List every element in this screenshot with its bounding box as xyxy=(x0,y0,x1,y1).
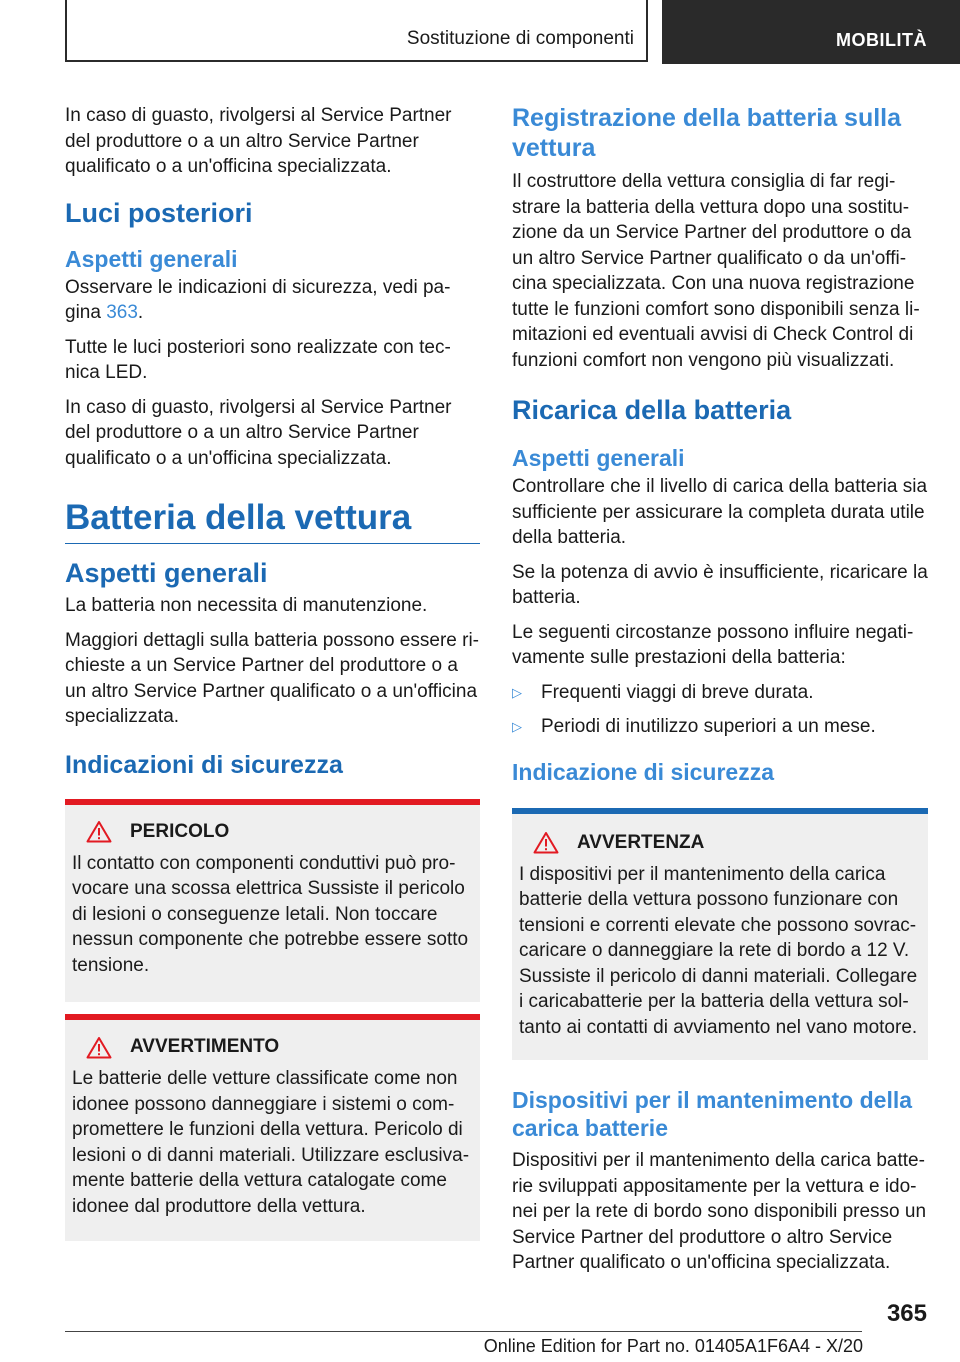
warning-box xyxy=(65,1014,480,1241)
warning-text: Le batterie delle vetture classificate come non idonee possono danneggiare i sistemi o com-promettere le funzioni della vettura. Pericolo di lesioni o di danni materiali. Utilizzare esclusiva-mente batterie della vettura catalogate come idonee dal produttore della vettura. xyxy=(72,1068,470,1217)
caution-label: AVVERTENZA xyxy=(577,831,705,853)
subheading-ricarica-aspetti: Aspetti generali xyxy=(512,445,685,471)
heading-ricarica: Ricarica della batteria xyxy=(512,395,792,425)
luci-paragraph-3: In caso di guasto, rivolgersi al Service Partner del produttore o a un altro Service Partner qualificato o a un'officina specializzata. xyxy=(65,396,452,469)
danger-text: Il contatto con componenti conduttivi può pro-vocare una scossa elettrica Sussiste il pericolo di lesioni o conseguenze letali. Non toccare nessun componente che potrebbe essere sotto tensione. xyxy=(72,852,469,976)
heading-dispositivi-mantenimento: Dispositivi per il mantenimento della carica batterie xyxy=(512,1087,913,1141)
header-section-box xyxy=(65,0,648,62)
footer-edition: Online Edition for Part no. 01405A1F6A4 - X/20 xyxy=(483,1336,863,1356)
ricarica-paragraph-1: Controllare che il livello di carica della batteria sia sufficiente per assicurare la completa durata utile della batteria. xyxy=(512,476,928,548)
heading-indicazioni-sicurezza: Indicazioni di sicurezza xyxy=(65,750,343,779)
left-column xyxy=(65,103,480,1241)
page-reference-link[interactable]: 363 xyxy=(106,302,138,323)
batteria-paragraph-2: Maggiori dettagli sulla batteria possono essere ri-chieste a un Service Partner del produttore o a un altro Service Partner qualificato o a un'officina specializzata. xyxy=(65,629,479,727)
list-item: ▷ Frequenti viaggi di breve durata. xyxy=(512,680,928,706)
bullet-triangle-icon: ▷ xyxy=(512,684,522,700)
heading-registrazione: Registrazione della batteria sulla vettura xyxy=(512,104,902,162)
danger-label: PERICOLO xyxy=(130,820,230,842)
caution-box xyxy=(512,808,928,1061)
subheading-indicazione-sicurezza: Indicazione di sicurezza xyxy=(512,758,775,785)
luci-paragraph-1: Osservare le indicazioni di sicurezza, vedi pa-gina 363. xyxy=(65,276,451,323)
warning-triangle-icon xyxy=(533,831,559,854)
right-column xyxy=(512,103,928,1285)
footer-divider xyxy=(65,1331,862,1332)
caution-text: I dispositivi per il mantenimento della carica batterie della vettura possono funzionare con tensioni e correnti elevate che possono sovrac-caricare o danneggiare la rete di bordo a 12 V. Sussiste il pericolo di danni materiali. Collegare i caricabatterie per la batteria della vettura sol-tanto ai contatti di avviamento nel vano motore. xyxy=(519,863,918,1038)
intro-paragraph: In caso di guasto, rivolgersi al Service Partner del produttore o a un altro Service Partner qualificato o a un'officina specializzata. xyxy=(65,105,452,177)
subheading-batteria-aspetti: Aspetti generali xyxy=(65,558,268,588)
heading-batteria-rule xyxy=(65,497,480,544)
heading-luci-posteriori: Luci posteriori xyxy=(65,197,253,228)
list-item: ▷ Periodi di inutilizzo superiori a un mese. xyxy=(512,714,928,740)
heading-batteria-vettura: Batteria della vettura xyxy=(65,498,412,537)
warning-title xyxy=(72,1034,473,1060)
batteria-paragraph-1: La batteria non necessita di manutenzione. xyxy=(65,595,428,616)
page-number: 365 xyxy=(886,1300,927,1327)
luci-paragraph-2: Tutte le luci posteriori sono realizzate con tec-nica LED. xyxy=(65,336,451,383)
bullet-triangle-icon: ▷ xyxy=(512,719,522,734)
warning-label: AVVERTIMENTO xyxy=(130,1036,280,1057)
danger-box xyxy=(65,799,480,1003)
warning-triangle-icon xyxy=(86,820,112,843)
ricarica-paragraph-3: Le seguenti circostanze possono influire negati-vamente sulle prestazioni della batteria: xyxy=(512,621,914,668)
registrazione-paragraph: Il costruttore della vettura consiglia di far regi-strare la batteria della vettura dopo una sostitu-zione da un Service Partner del produttore o da un altro Service Partner qualificato o da un'offi-cina specializzata. Con una nuova registrazione tutte le funzioni comfort sono disponibili senza li-mitazioni ed eventuali avvisi di Check Control di funzioni comfort non vengono più visualizzati. xyxy=(512,171,920,371)
header-section-title: Sostituzione di componenti xyxy=(406,28,634,49)
header-chapter-tab xyxy=(662,0,960,64)
warning-triangle-icon xyxy=(86,1036,112,1059)
header-chapter-title: MOBILITÀ xyxy=(836,30,927,50)
mantenimento-paragraph: Dispositivi per il mantenimento della carica batte-rie sviluppati appositamente per la vettura e ido-nei per la rete di bordo sono disponibili presso un Service Partner del produttore o altro Service Partner qualificato o un'officina specializzata. xyxy=(512,1150,927,1273)
caution-title xyxy=(519,830,921,856)
ricarica-paragraph-2: Se la potenza di avvio è insufficiente, ricaricare la batteria. xyxy=(512,561,928,608)
danger-title xyxy=(72,819,473,845)
subheading-luci-aspetti: Aspetti generali xyxy=(65,245,238,272)
